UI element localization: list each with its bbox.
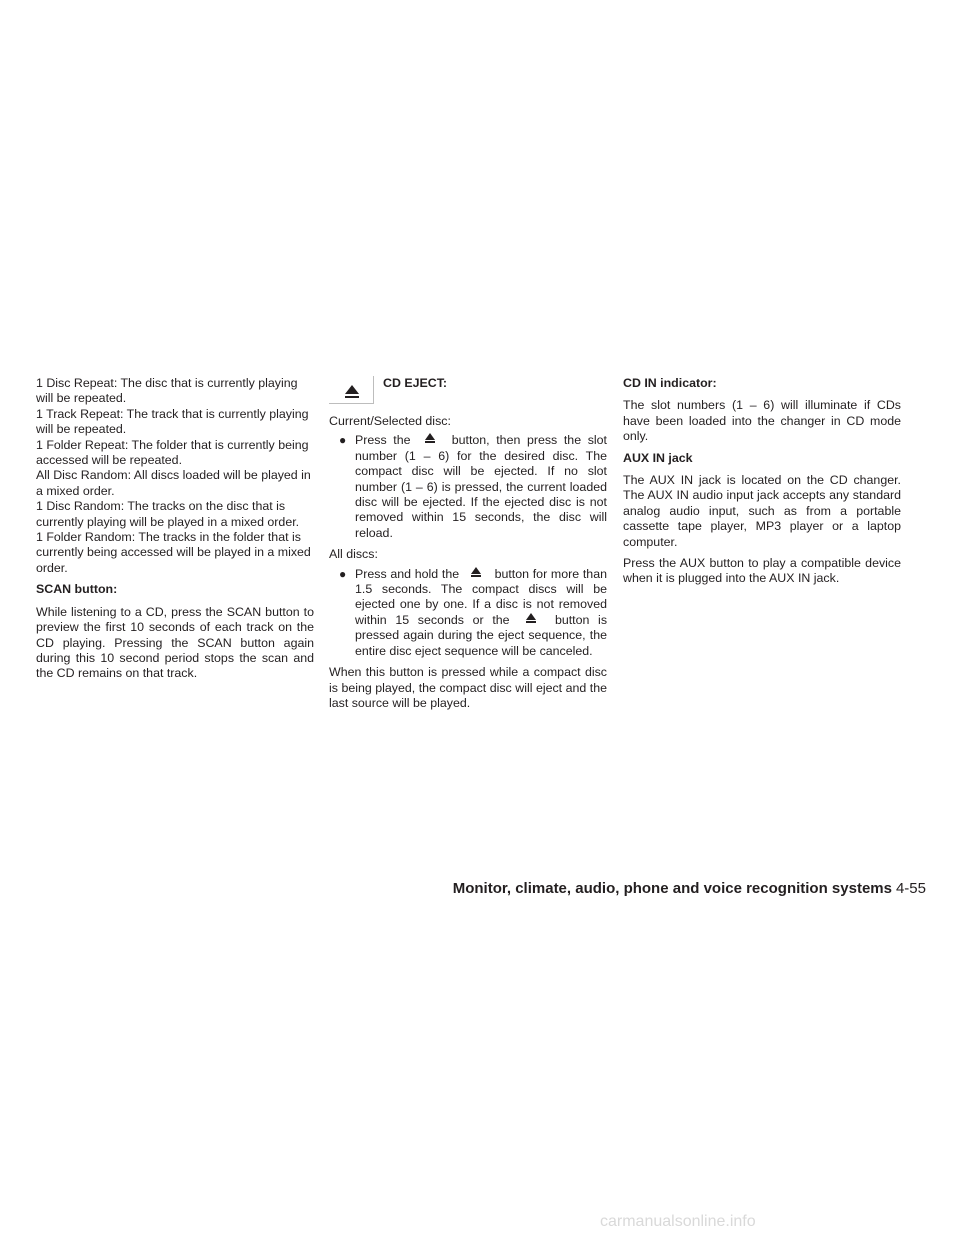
eject-current-bullet bbox=[329, 433, 607, 541]
cd-eject-heading: CD EJECT: bbox=[383, 376, 448, 390]
folder-repeat-line: 1 Folder Repeat: The folder that is currently being accessed will be repeated. bbox=[36, 437, 309, 468]
current-disc-label: Current/Selected disc: bbox=[329, 414, 451, 428]
all-disc-random-line: All Disc Random: All discs loaded will be played in a mixed order. bbox=[36, 468, 311, 498]
eject-icon bbox=[419, 433, 443, 445]
bullet-text: Press the bbox=[355, 433, 411, 448]
watermark: carmanualsonline.info bbox=[600, 1213, 756, 1230]
bullet-icon: ● bbox=[339, 433, 347, 448]
right-column bbox=[623, 376, 901, 593]
page-number: 4-55 bbox=[895, 880, 926, 897]
aux-in-heading: AUX IN jack bbox=[623, 450, 693, 465]
disc-random-line: 1 Disc Random: The tracks on the disc that is currently playing will be played in a mixed order. bbox=[36, 499, 300, 529]
cd-in-text: The slot numbers (1 – 6) will illuminate if CDs have been loaded into the changer in CD mode only. bbox=[623, 398, 901, 444]
page-footer bbox=[434, 880, 926, 897]
bullet-text: button is pressed again during the eject sequence, the entire disc eject sequence will be canceled. bbox=[355, 612, 608, 658]
eject-closing-text: When this button is pressed while a compact disc is being played, the compact disc will eject and the last source will be played. bbox=[329, 665, 607, 710]
disc-repeat-line: 1 Disc Repeat: The disc that is currently playing will be repeated. bbox=[36, 376, 298, 406]
middle-column bbox=[329, 376, 607, 717]
eject-all-bullet bbox=[329, 567, 607, 659]
left-column bbox=[36, 376, 314, 688]
aux-button-text: Press the AUX button to play a compatible device when it is plugged into the AUX IN jack. bbox=[623, 556, 901, 586]
cd-eject-header bbox=[329, 376, 607, 406]
scan-button-text: While listening to a CD, press the SCAN button to preview the first 10 seconds of each track on the CD playing. Pressing the SCAN button again during this 10 second period stops the scan and the CD remains on that track. bbox=[36, 604, 314, 681]
aux-in-text: The AUX IN jack is located on the CD changer. The AUX IN audio input jack accepts any standard analog audio input, such as from a portable cassette tape player, MP3 player or a laptop computer. bbox=[623, 473, 901, 549]
bullet-text: Press and hold the bbox=[355, 566, 460, 581]
eject-icon bbox=[520, 613, 544, 625]
bullet-text: button, then press the slot number (1 – 6) for the desired disc. The compact disc will be ejected. If no slot number (1 – 6) is pressed, the current loaded disc will be ejected. If the ejected disc is not removed within 15 seconds, the disc will reload. bbox=[355, 433, 607, 540]
all-discs-label: All discs: bbox=[329, 547, 378, 562]
section-title: Monitor, climate, audio, phone and voice recognition systems bbox=[452, 880, 892, 897]
scan-button-heading: SCAN button: bbox=[36, 582, 118, 597]
eject-icon bbox=[329, 376, 374, 404]
track-repeat-line: 1 Track Repeat: The track that is currently playing will be repeated. bbox=[36, 406, 309, 437]
bullet-text: button for more than 1.5 seconds. The compact discs will be ejected one by one. If a disc is not removed within 15 seconds or the bbox=[355, 566, 607, 627]
eject-icon bbox=[465, 567, 489, 579]
bullet-icon: ● bbox=[339, 566, 347, 581]
folder-random-line: 1 Folder Random: The tracks in the folder that is currently being accessed will be played in a mixed order. bbox=[36, 530, 311, 575]
cd-in-heading: CD IN indicator: bbox=[623, 376, 717, 390]
